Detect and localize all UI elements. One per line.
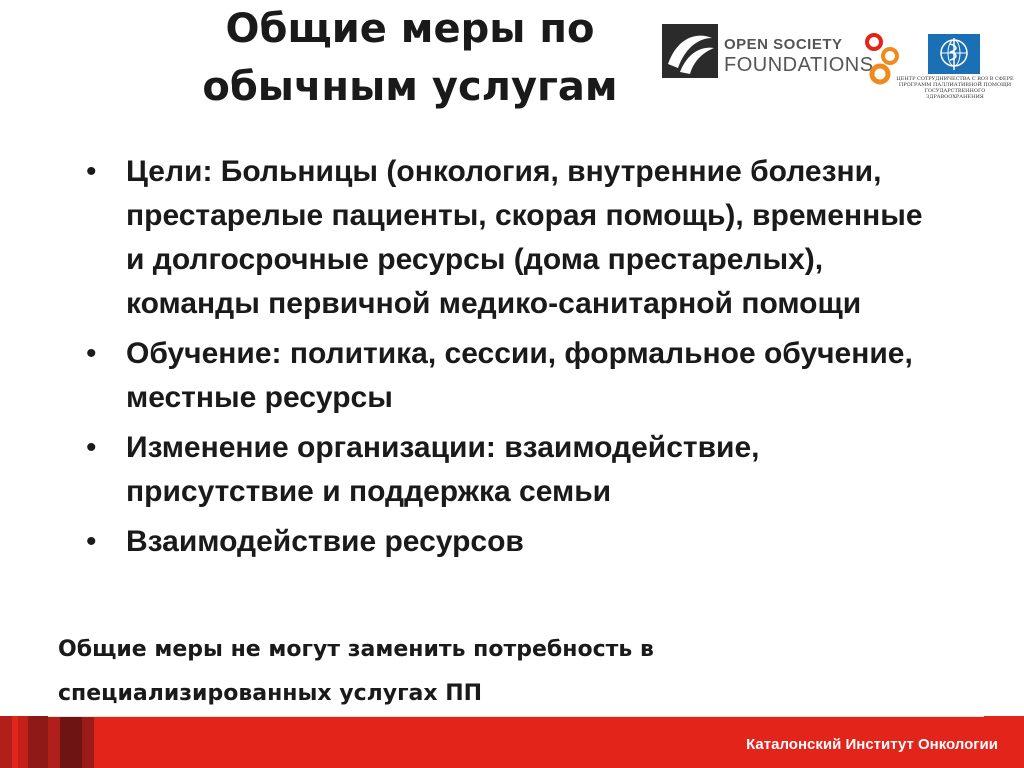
bullet-organization-change [84, 426, 924, 514]
osf-name-line1: OPEN SOCIETY [724, 36, 843, 53]
footer-stripe-dark [18, 716, 28, 768]
bullet-list [84, 150, 924, 570]
bullet-text: Изменение организации: взаимодействие, присутствие и поддержка семьи [126, 431, 760, 508]
footer-stripe-dark [28, 716, 48, 768]
footer-band [0, 716, 1024, 768]
note-line-2: специализированных услугах ПП [58, 681, 483, 706]
who-emblem-icon [928, 34, 980, 74]
bullet-text: Взаимодействие ресурсов [126, 525, 524, 558]
slide-title: Общие меры по обычным услугам [202, 6, 618, 110]
footer-stripe-dark [48, 716, 60, 768]
bullet-marker: • [86, 525, 97, 558]
bullet-marker: • [86, 155, 97, 188]
who-collaborating-centre-caption: ЦЕНТР СОТРУДНИЧЕСТВА С ВОЗ В СФЕРЕ ПРОГРАММ ПАЛЛИАТИВНОЙ ПОМОЩИ ГОСУДАРСТВЕННОГО ЗДРАВООХРАНЕНИЯ [896, 76, 1014, 100]
bullet-goals [84, 150, 924, 326]
bullet-text: Цели: Больницы (онкология, внутренние болезни, престарелые пациенты, скорая помощь), временные и долгосрочные ресурсы (дома престарелых), команды первичной медико-санитарной помощи [126, 155, 923, 320]
osf-name-line2: FOUNDATIONS [724, 54, 874, 76]
bullet-marker: • [86, 431, 97, 464]
open-society-mark-icon [662, 24, 718, 78]
open-society-foundations-logo [662, 24, 874, 78]
slide-note [58, 628, 918, 716]
footer-divider-line [48, 716, 984, 717]
footer-stripe-dark [0, 716, 12, 768]
footer-stripe-dark [82, 716, 94, 768]
footer-stripe-dark [60, 716, 82, 768]
bullet-resource-interaction [84, 520, 924, 564]
bullet-training [84, 332, 924, 420]
note-line-1: Общие меры не могут заменить потребность в [58, 637, 654, 662]
footer-institute-name: Каталонский Институт Онкологии [746, 736, 998, 753]
bullet-marker: • [86, 337, 97, 370]
bullet-text: Обучение: политика, сессии, формальное обучение, местные ресурсы [126, 337, 913, 414]
